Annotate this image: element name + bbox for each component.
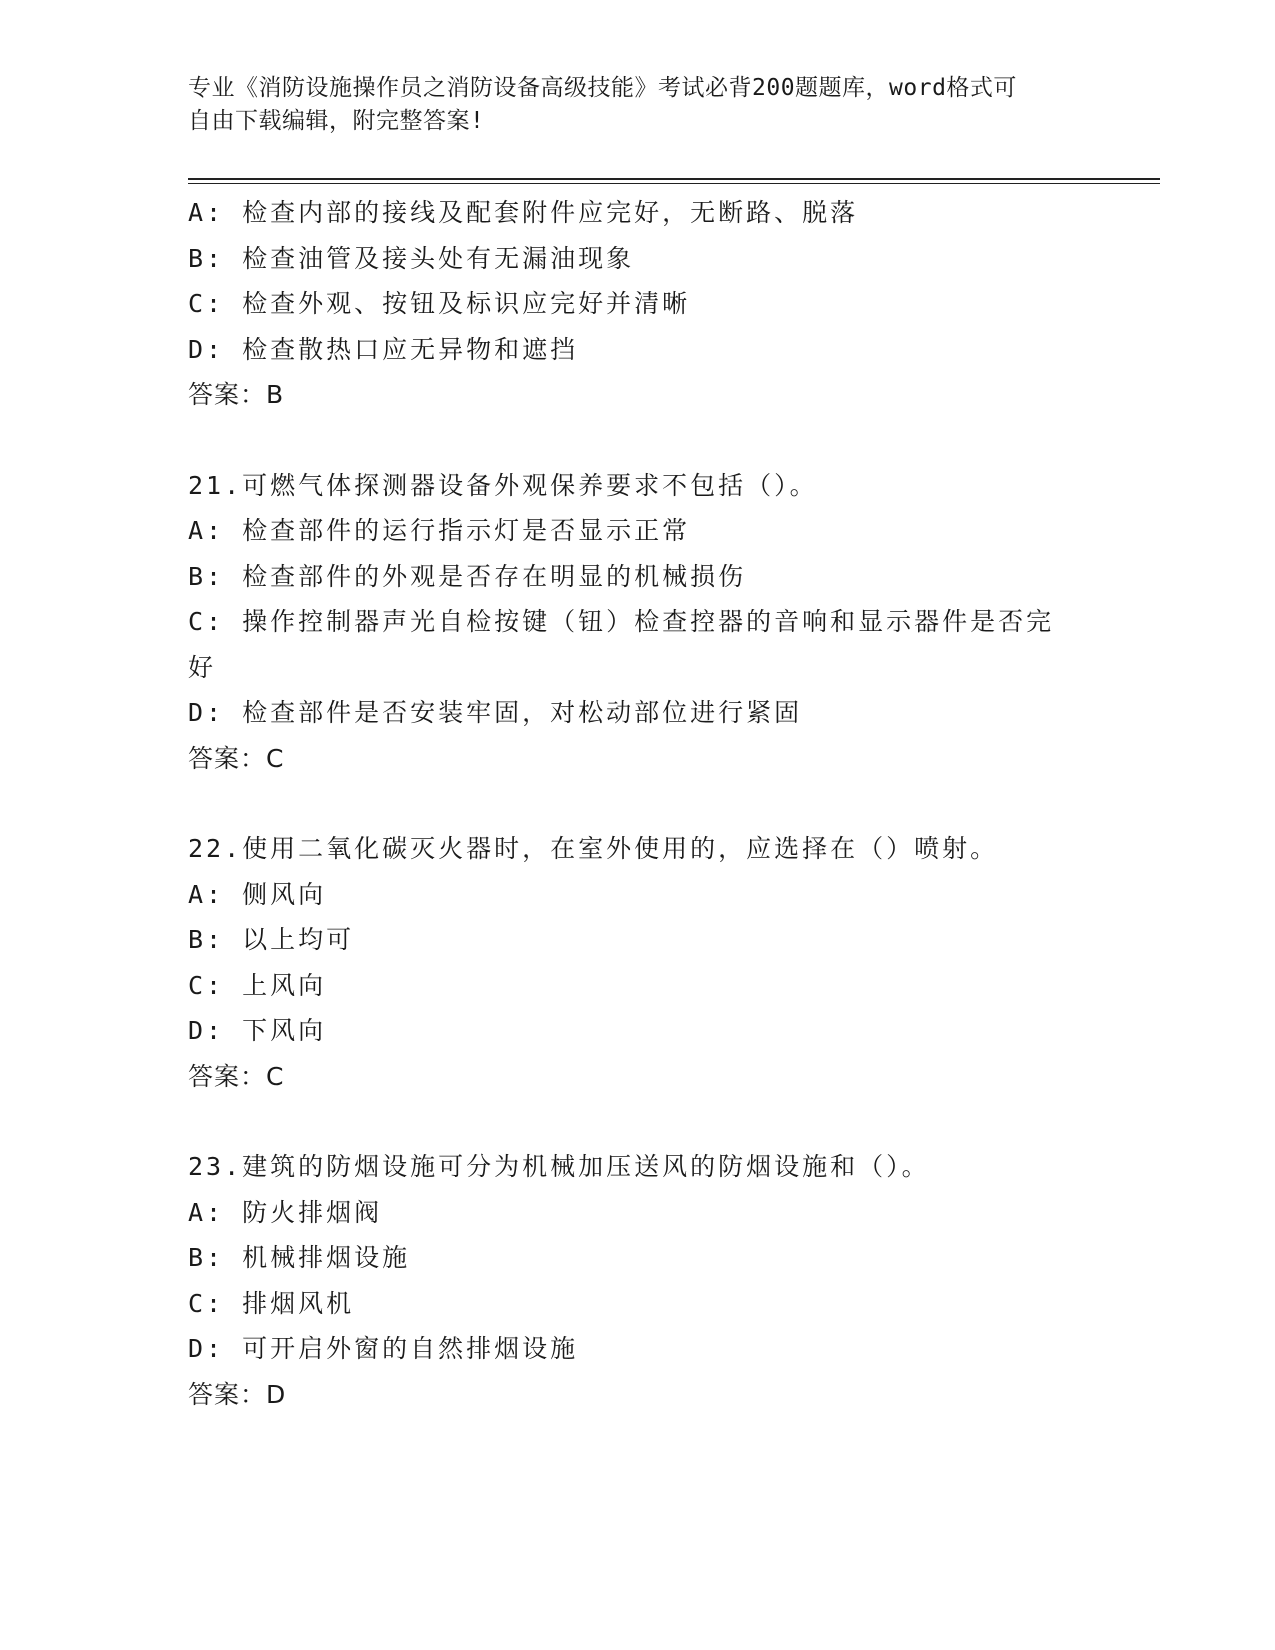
option-c-continued: 好 (188, 652, 217, 682)
option-c: C: 上风向 (188, 970, 327, 1000)
option-b: B: 以上均可 (188, 925, 355, 954)
option-c: C: 检查外观、按钮及标识应完好并清晰 (188, 289, 691, 318)
question-text: 23.建筑的防烟设施可分为机械加压送风的防烟设施和（）。 (188, 1152, 930, 1181)
option-a: A: 检查内部的接线及配套附件应完好，无断路、脱落 (188, 198, 859, 227)
question-text: 21.可燃气体探测器设备外观保养要求不包括（）。 (188, 470, 818, 500)
question-text: 22.使用二氧化碳灭火器时，在室外使用的，应选择在（）喷射。 (188, 834, 999, 863)
option-a: A: 侧风向 (188, 879, 327, 909)
question-block-22 (188, 826, 1088, 1099)
answer: 答案：B (188, 380, 285, 409)
option-a: A: 检查部件的运行指示灯是否显示正常 (188, 516, 691, 545)
question-list (188, 190, 1088, 1417)
option-b: B: 检查部件的外观是否存在明显的机械损伤 (188, 561, 747, 591)
option-d: D: 检查散热口应无异物和遮挡 (188, 334, 579, 364)
option-d: D: 检查部件是否安装牢固，对松动部位进行紧固 (188, 698, 803, 727)
answer: 答案：C (188, 743, 285, 773)
answer: 答案：C (188, 1061, 285, 1091)
option-b: B: 检查油管及接头处有无漏油现象 (188, 243, 635, 273)
option-d: D: 下风向 (188, 1016, 327, 1045)
option-c: C: 操作控制器声光自检按键（钮）检查控器的音响和显示器件是否完 (188, 607, 1055, 636)
question-block-21 (188, 463, 1088, 782)
option-a: A: 防火排烟阀 (188, 1197, 383, 1227)
option-d: D: 可开启外窗的自然排烟设施 (188, 1334, 579, 1363)
header-divider-thin (188, 183, 1160, 184)
document-header (188, 72, 1088, 138)
header-title-line-1: 专业《消防设施操作员之消防设备高级技能》考试必背200题题库，word格式可 (188, 75, 1017, 101)
header-title-line-2: 自由下载编辑，附完整答案! (188, 108, 485, 134)
option-b: B: 机械排烟设施 (188, 1243, 411, 1272)
question-block-23 (188, 1144, 1088, 1417)
header-divider-thick (188, 178, 1160, 180)
question-block-continued (188, 190, 1088, 418)
option-c: C: 排烟风机 (188, 1288, 355, 1318)
answer: 答案：D (188, 1379, 287, 1409)
